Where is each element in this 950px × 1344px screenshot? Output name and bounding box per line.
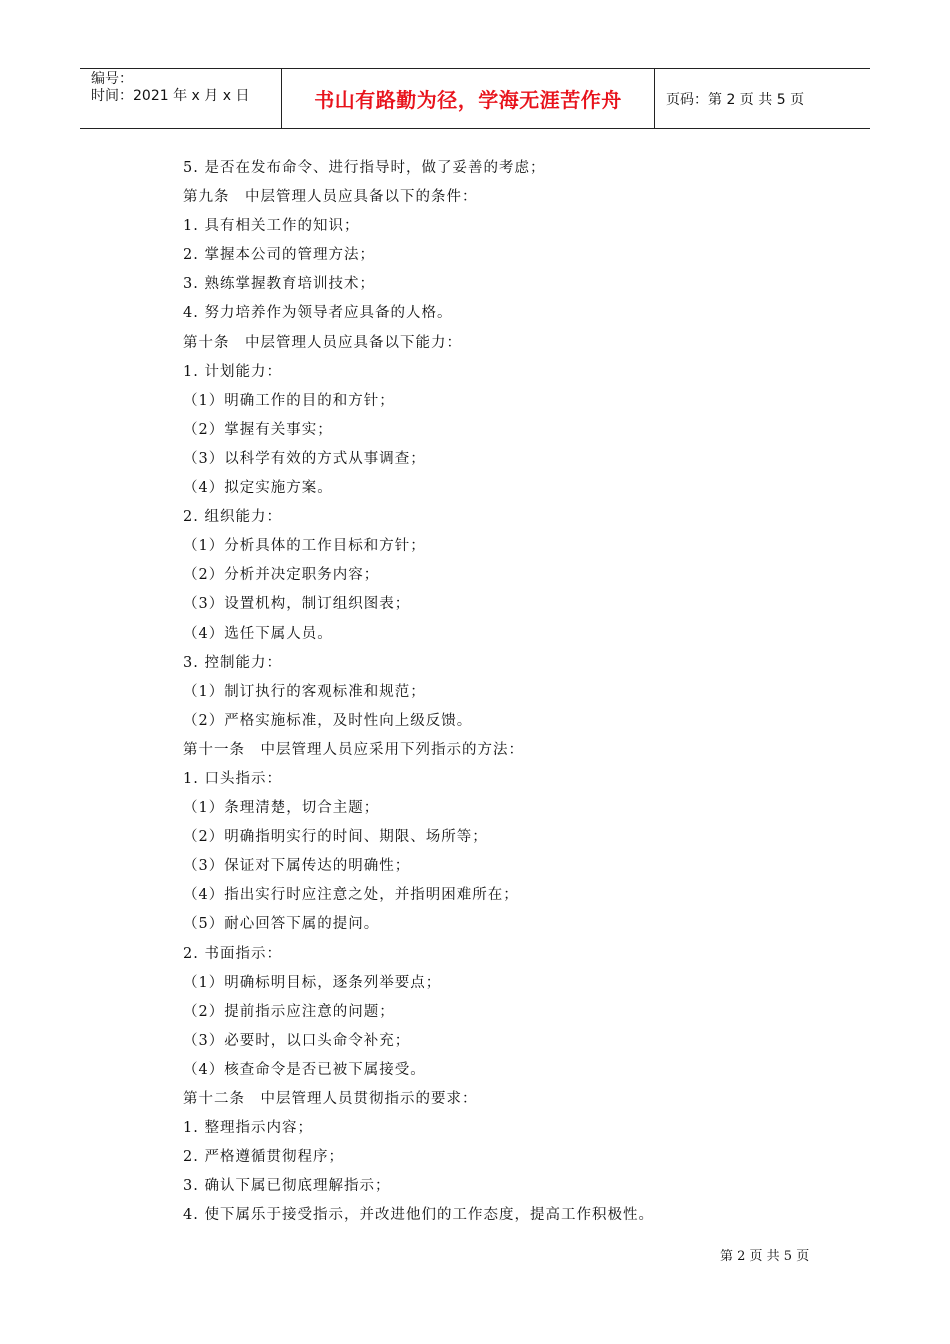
text-line: 第十一条 中层管理人员应采用下列指示的方法： (183, 741, 524, 758)
text-line: （1）明确标明目标，逐条列举要点； (183, 974, 442, 991)
text-line: （3）保证对下属传达的明确性； (183, 858, 411, 875)
text-line: 2. 掌握本公司的管理方法； (183, 247, 375, 264)
text-line: （1）分析具体的工作目标和方针； (183, 538, 426, 555)
text-line: 3. 控制能力： (183, 654, 282, 671)
header-motto: 书山有路勤为径，学海无涯苦作舟 (282, 69, 655, 128)
text-line: （1）明确工作的目的和方针； (183, 392, 395, 409)
text-line: （2）掌握有关事实； (183, 421, 333, 438)
text-line: （4）拟定实施方案。 (183, 480, 333, 497)
text-line: 2. 严格遵循贯彻程序； (183, 1149, 344, 1166)
text-line: （2）严格实施标准，及时性向上级反馈。 (183, 712, 473, 729)
text-line: （3）设置机构，制订组织图表； (183, 596, 411, 613)
text-line: 第九条 中层管理人员应具备以下的条件： (183, 189, 478, 206)
text-line: 4. 使下属乐于接受指示，并改进他们的工作态度，提高工作积极性。 (183, 1207, 654, 1224)
text-line: 3. 熟练掌握教育培训技术； (183, 276, 375, 293)
text-line: （3）必要时，以口头命令补充； (183, 1032, 411, 1049)
text-line: （2）分析并决定职务内容； (183, 567, 380, 584)
text-line: 1. 具有相关工作的知识； (183, 218, 360, 235)
date-label: 时间：2021 年 x 月 x 日 (91, 88, 250, 104)
text-line: 2. 组织能力： (183, 509, 282, 526)
text-line: 第十条 中层管理人员应具备以下能力： (183, 334, 462, 351)
text-line: （2）提前指示应注意的问题； (183, 1003, 395, 1020)
document-body (183, 154, 823, 1230)
text-line: （5）耐心回答下属的提问。 (183, 916, 380, 933)
text-line: 5. 是否在发布命令、进行指导时，做了妥善的考虑； (183, 160, 546, 176)
text-line: 1. 计划能力： (183, 363, 282, 380)
text-line: 4. 努力培养作为领导者应具备的人格。 (183, 305, 453, 322)
text-line: 3. 确认下属已彻底理解指示； (183, 1178, 391, 1195)
page-header (80, 68, 870, 129)
footer-page-number: 第 2 页 共 5 页 (720, 1249, 810, 1264)
text-line: （3）以科学有效的方式从事调查； (183, 450, 426, 467)
text-line: 1. 口头指示： (183, 770, 282, 787)
text-line: 2. 书面指示： (183, 945, 282, 962)
text-line: 1. 整理指示内容； (183, 1120, 313, 1137)
text-line: （2）明确指明实行的时间、期限、场所等； (183, 829, 488, 846)
text-line: （4）指出实行时应注意之处，并指明困难所在； (183, 887, 519, 904)
text-line: （4）选任下属人员。 (183, 625, 333, 642)
text-line: （1）条理清楚，切合主题； (183, 800, 380, 817)
text-line: （1）制订执行的客观标准和规范； (183, 683, 426, 700)
header-meta (80, 69, 282, 128)
header-page-number: 页码：第 2 页 共 5 页 (666, 91, 805, 108)
code-label: 编号： (91, 71, 133, 87)
text-line: 第十二条 中层管理人员贯彻指示的要求： (183, 1091, 478, 1107)
text-line: （4）核查命令是否已被下属接受。 (183, 1061, 426, 1078)
